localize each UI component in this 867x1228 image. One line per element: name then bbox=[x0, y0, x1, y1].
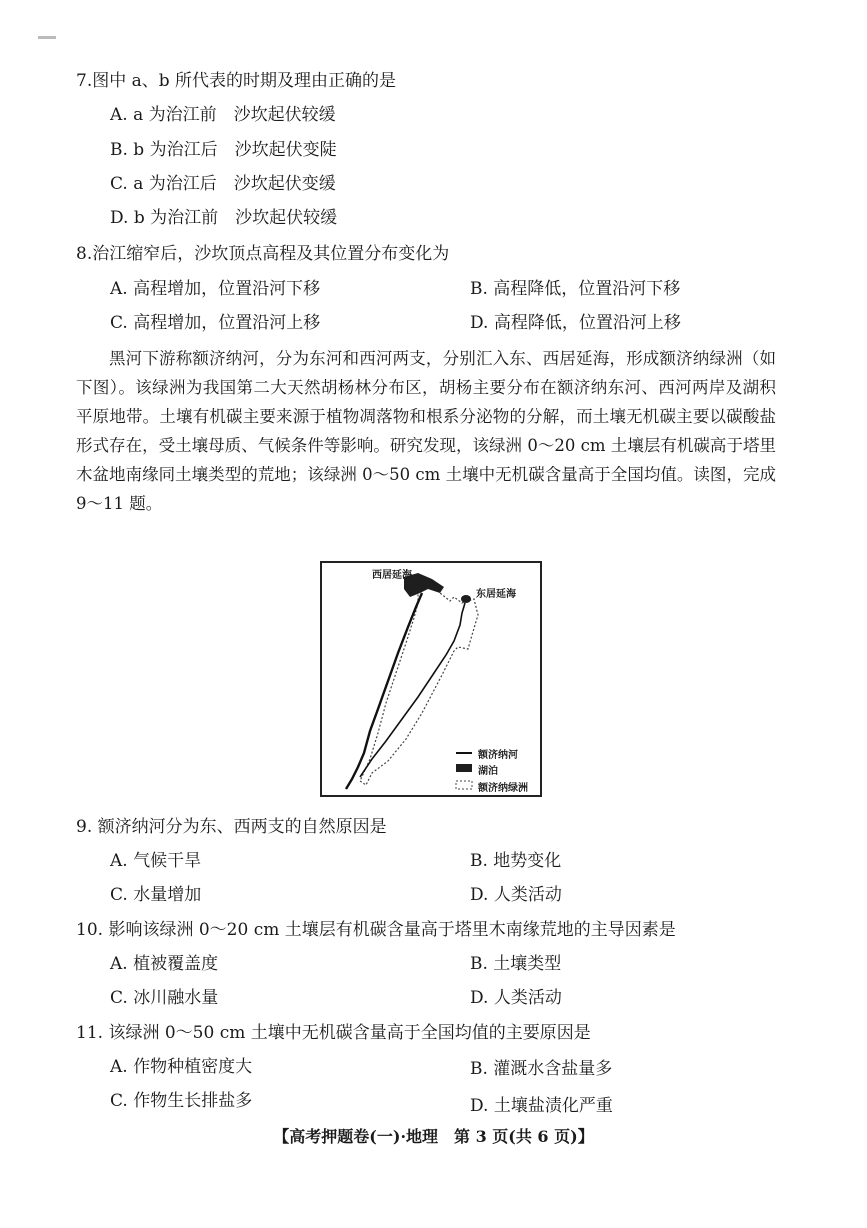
question-11-option-d: D. 土壤盐渍化严重 bbox=[470, 1096, 613, 1116]
legend-lake-symbol bbox=[456, 764, 472, 772]
question-7-option-c: C. a 为治江后 沙坎起伏变缓 bbox=[110, 174, 336, 194]
question-9-option-a: A. 气候干旱 bbox=[110, 851, 202, 871]
legend-oasis-label: 额济纳绿洲 bbox=[478, 783, 528, 794]
question-8-option-a: A. 高程增加，位置沿河下移 bbox=[110, 279, 321, 299]
question-7-option-b: B. b 为治江后 沙坎起伏变陡 bbox=[110, 140, 337, 160]
question-8-option-b: B. 高程降低，位置沿河下移 bbox=[470, 279, 681, 299]
question-10-option-c: C. 冰川融水量 bbox=[110, 988, 219, 1008]
west-river bbox=[346, 593, 422, 789]
question-7-option-d: D. b 为治江前 沙坎起伏较缓 bbox=[110, 208, 338, 228]
question-10-stem: 10. 影响该绿洲 0～20 cm 土壤层有机碳含量高于塔里木南缘荒地的主导因素是 bbox=[76, 920, 676, 940]
page-footer: 【高考押题卷(一)·地理 第 3 页(共 6 页)】 bbox=[273, 1127, 594, 1146]
legend-river-label: 额济纳河 bbox=[478, 750, 518, 761]
question-11-option-a: A. 作物种植密度大 bbox=[110, 1057, 253, 1077]
question-9-option-c: C. 水量增加 bbox=[110, 885, 202, 905]
scan-artifact bbox=[38, 36, 56, 39]
question-9-option-d: D. 人类活动 bbox=[470, 885, 562, 905]
oasis-map bbox=[320, 561, 542, 797]
question-11-option-c: C. 作物生长排盐多 bbox=[110, 1091, 253, 1111]
oasis-boundary bbox=[360, 581, 478, 785]
question-11-stem: 11. 该绿洲 0～50 cm 土壤中无机碳含量高于全国均值的主要原因是 bbox=[76, 1023, 591, 1043]
question-9-stem: 9. 额济纳河分为东、西两支的自然原因是 bbox=[76, 817, 387, 837]
question-10-option-d: D. 人类活动 bbox=[470, 988, 562, 1008]
legend-lake-label: 湖泊 bbox=[478, 766, 498, 777]
question-7-option-a: A. a 为治江前 沙坎起伏较缓 bbox=[110, 105, 336, 125]
question-8-stem: 8.治江缩窄后，沙坎顶点高程及其位置分布变化为 bbox=[76, 244, 450, 264]
east-lake bbox=[461, 595, 471, 603]
legend-oasis-symbol bbox=[456, 781, 472, 789]
east-river bbox=[360, 603, 465, 777]
question-11-option-b: B. 灌溉水含盐量多 bbox=[470, 1059, 613, 1079]
question-10-option-b: B. 土壤类型 bbox=[470, 954, 562, 974]
question-8-option-d: D. 高程降低，位置沿河上移 bbox=[470, 313, 681, 333]
question-9-option-b: B. 地势变化 bbox=[470, 851, 562, 871]
label-east-lake: 东居延海 bbox=[476, 589, 516, 600]
question-10-option-a: A. 植被覆盖度 bbox=[110, 954, 219, 974]
question-8-option-c: C. 高程增加，位置沿河上移 bbox=[110, 313, 321, 333]
reading-passage: 黑河下游称额济纳河，分为东河和西河两支，分别汇入东、西居延海，形成额济纳绿洲（如下图）。该绿洲为我国第二大天然胡杨林分布区，胡杨主要分布在额济纳东河、西河两岸及湖积平原地带。土壤有机碳主要来源于植物凋落物和根系分泌物的分解，而土壤无机碳主要以碳酸盐形式存在，受土壤母质、气候条件等影响。研究发现，该绿洲 0～20 cm 土壤层有机碳高于塔里木盆地南缘同土壤类型的荒地；该绿洲 0～50 cm 土壤中无机碳含量高于全国均值。读图，完成 9～11 题。 bbox=[76, 349, 776, 513]
question-7-stem: 7.图中 a、b 所代表的时期及理由正确的是 bbox=[76, 71, 397, 91]
label-west-lake: 西居延海 bbox=[372, 570, 412, 581]
